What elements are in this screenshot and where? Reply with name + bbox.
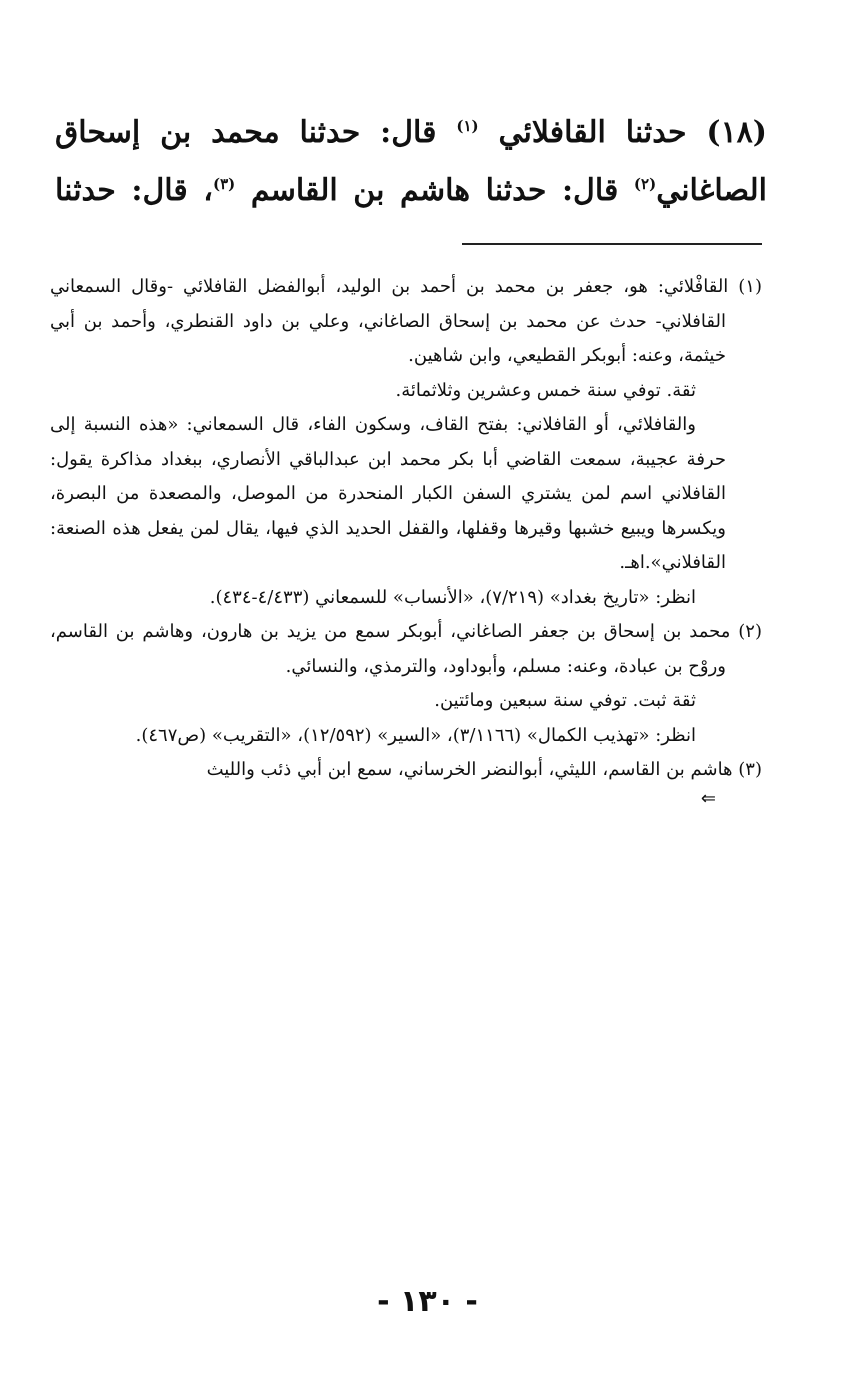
footnotes	[50, 270, 762, 810]
footnote-3: (٣) هاشم بن القاسم، الليثي، أبوالنضر الخرساني، سمع ابن أبي ذئب والليث	[206, 759, 762, 780]
main-text-line-2: الصاغاني$^{(٢)}$ قال: حدثنا هاشم بن القاسم $^{(٣)}$، قال: حدثنا	[55, 173, 768, 208]
footnote-ref-2: (٢)	[633, 175, 657, 193]
footnote-2-sources: انظر: «تهذيب الكمال» (٣/١١٦٦)، «السير» (١٢/٥٩٢)، «التقريب» (ص٤٦٧).	[135, 724, 696, 746]
footnote-2-verdict: ثقة ثبت. توفي سنة سبعين ومائتين.	[434, 690, 696, 711]
footnote-separator	[462, 243, 762, 245]
continuation-arrow-icon: ⇐	[700, 787, 716, 809]
footnote-ref-3: (٣)	[212, 175, 236, 193]
page-number: - ١٣٠ -	[377, 1284, 478, 1319]
footnote-1-sources: انظر: «تاريخ بغداد» (٧/٢١٩)، «الأنساب» للسمعاني (٤/٤٣٣-٤٣٤).	[209, 586, 696, 608]
footnote-1-verdict: ثقة. توفي سنة خمس وعشرين وثلاثمائة.	[395, 379, 696, 401]
footnote-1-nisba: والقافلائي، أو القافلاني: بفتح القاف، وسكون الفاء، قال السمعاني: «هذه النسبة إلى حرفة عجيبة، سمعت القاضي أبا بكر محمد ابن عبدالباقي الأنصاري، ببغداد مذاكرة يقول: القافلاني اسم لمن يشتري السفن الكبار المنحدرة من الموصل، والمصعدة من البصرة، ويكسرها ويبيع خشبها وقيرها وقفلها، والقفل الحديد الذي فيها، يقال لمن يفعل هذه الصنعة: القافلاني».اهـ.	[50, 414, 726, 573]
footnote-1: (١) القافْلائي: هو، جعفر بن محمد بن أحمد بن الوليد، أبوالفضل القافلائي -وقال السمعاني القافلاني- حدث عن محمد بن إسحاق الصاغاني، وعلي بن داود القنطري، وأحمد بن أبي خيثمة، وعنه: أبوبكر القطيعي، وابن شاهين.	[50, 276, 762, 366]
main-hadith-text	[55, 104, 767, 220]
footnote-ref-1: (١)	[456, 117, 479, 135]
footnote-2: (٢) محمد بن إسحاق بن جعفر الصاغاني، أبوبكر سمع من يزيد بن هارون، وهاشم بن القاسم، وروْح بن عبادة، وعنه: مسلم، وأبوداود، والترمذي، والنسائي.	[50, 621, 762, 677]
main-text-line-1: (١٨) حدثنا القافلائي $^{(١)}$ قال: حدثنا محمد بن إسحاق	[55, 115, 767, 150]
